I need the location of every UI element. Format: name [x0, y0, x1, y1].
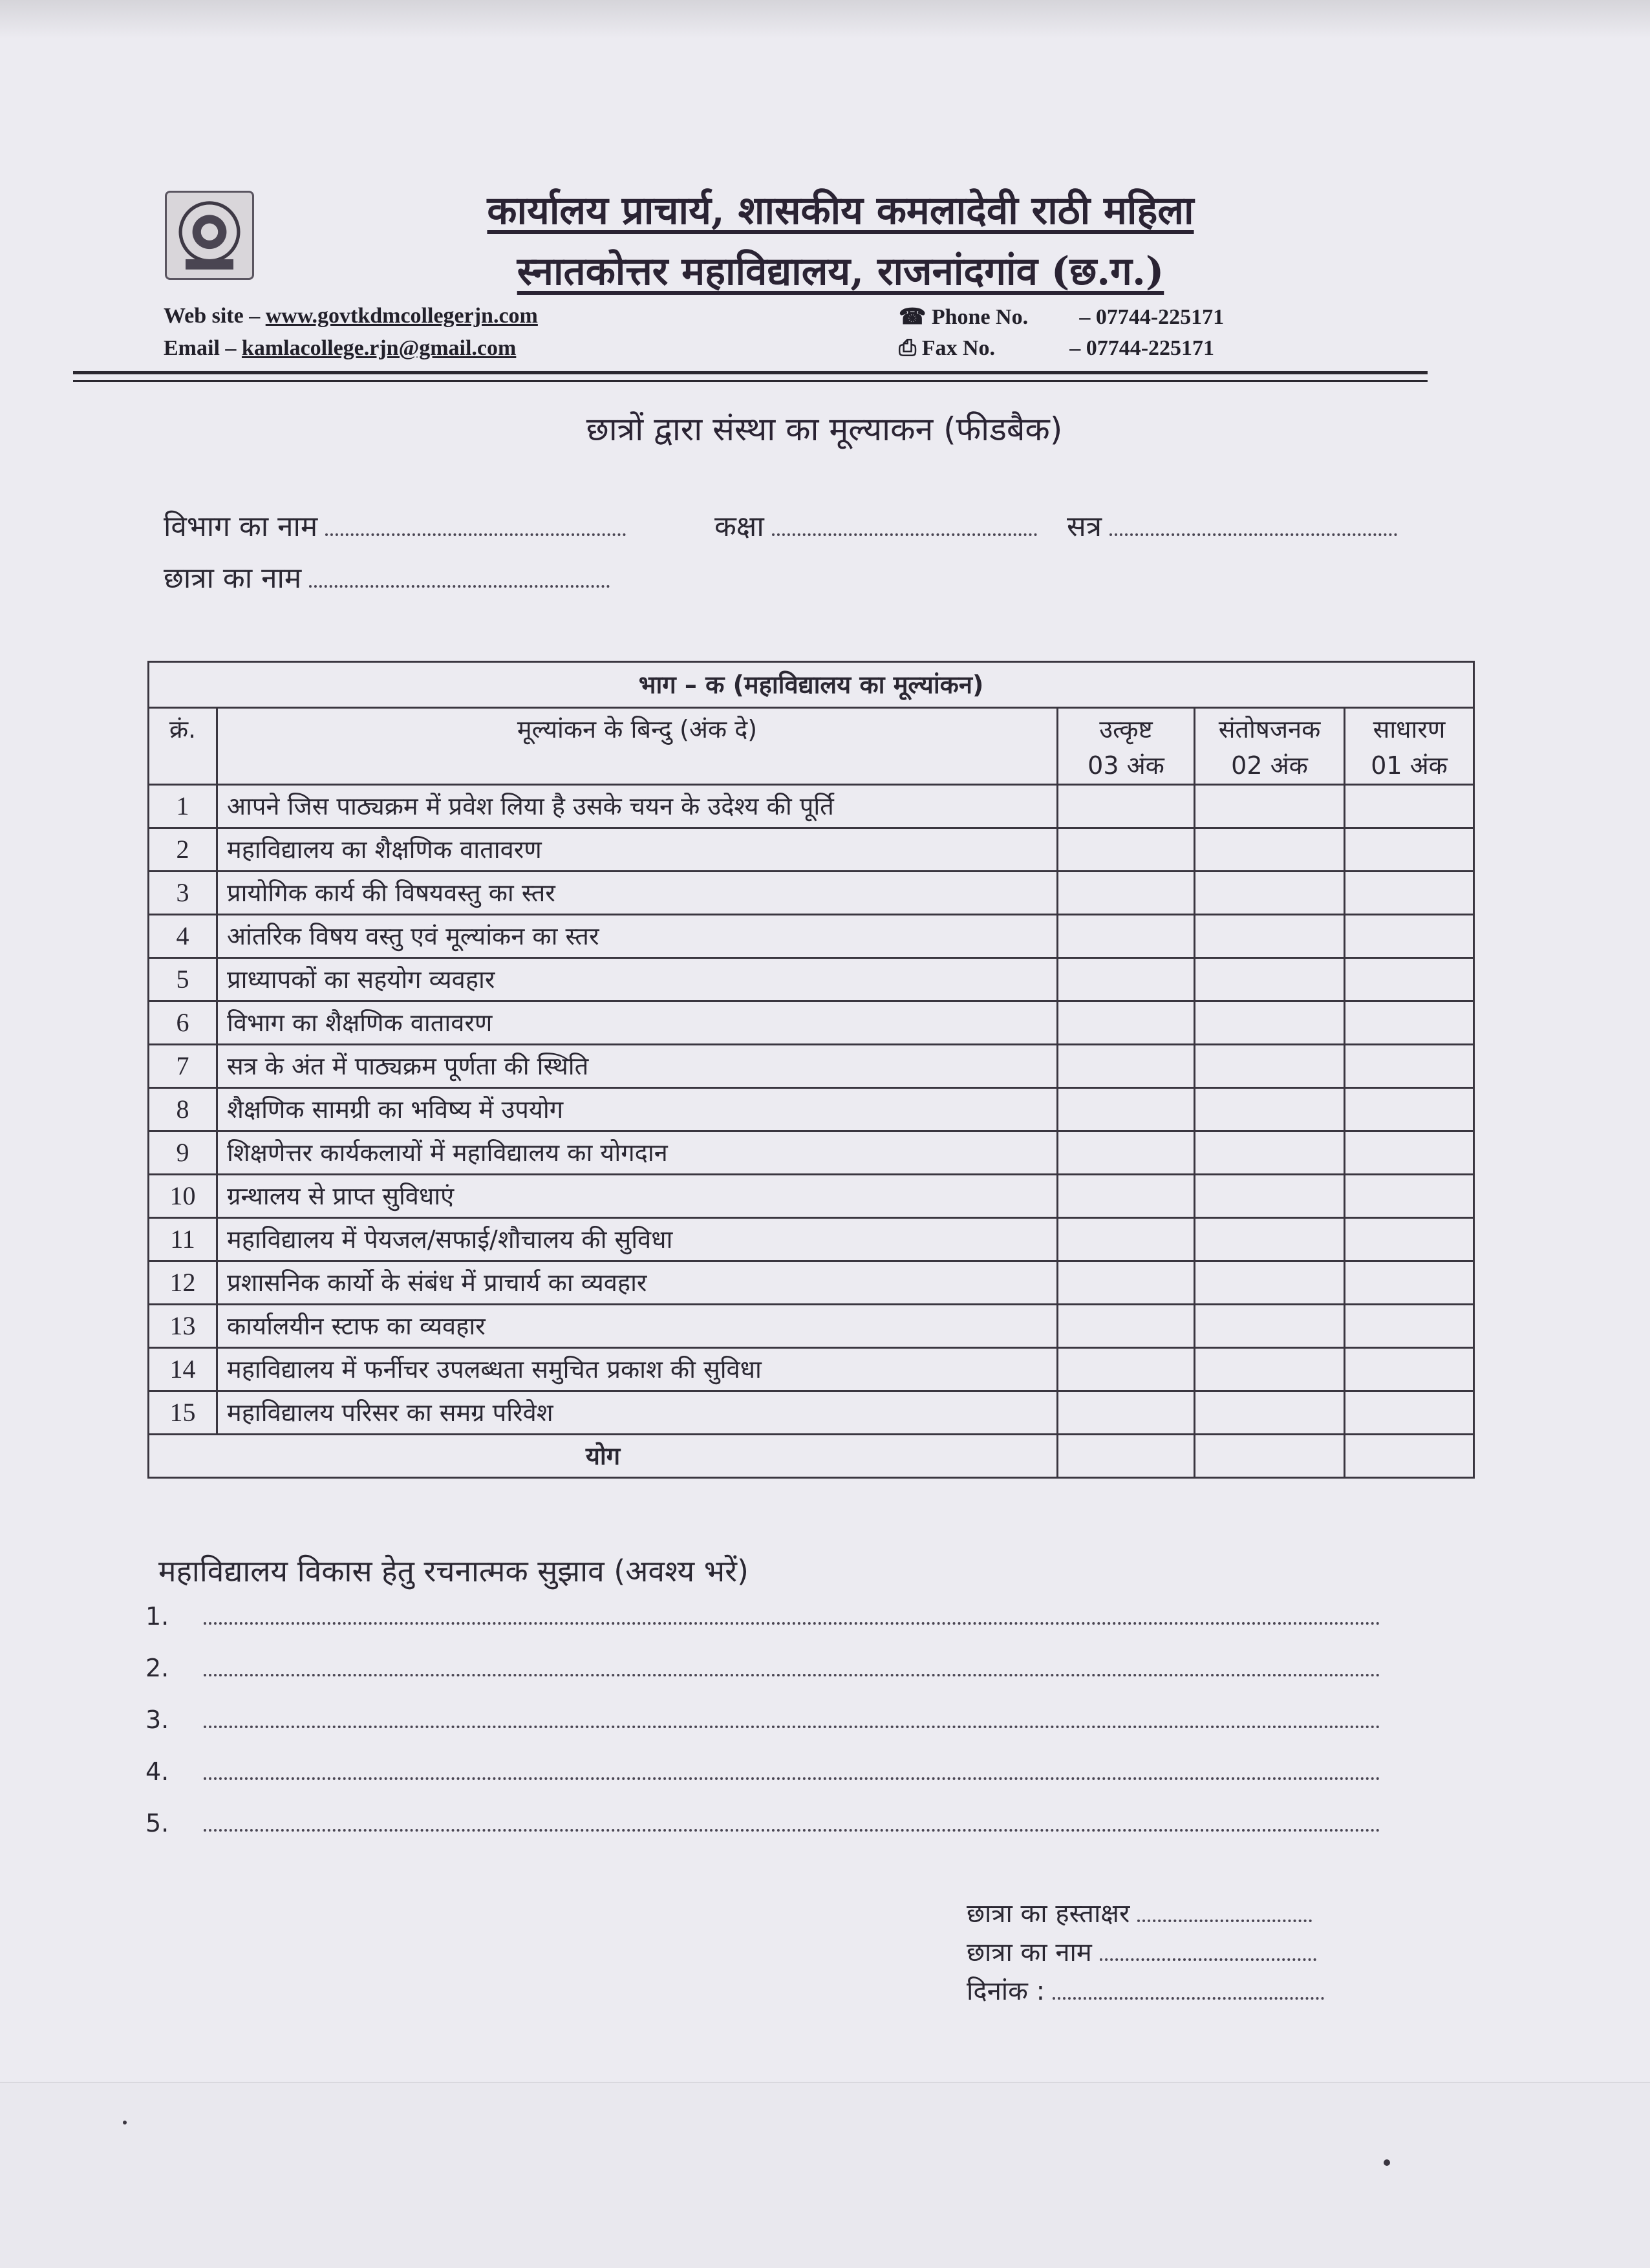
- table-row: 5 प्राध्यापकों का सहयोग व्यवहार: [149, 958, 1474, 1001]
- rating-cell-excellent[interactable]: [1058, 1131, 1195, 1175]
- col-header-point: मूल्यांकन के बिन्दु (अंक दे): [217, 708, 1058, 785]
- scan-shadow: [0, 0, 1650, 39]
- total-cell-excellent[interactable]: [1058, 1435, 1195, 1478]
- rating-cell-excellent[interactable]: [1058, 1218, 1195, 1261]
- total-cell-ordinary[interactable]: [1345, 1435, 1474, 1478]
- signed-name-label: छात्रा का नाम: [967, 1938, 1092, 1967]
- rating-cell-excellent[interactable]: [1058, 828, 1195, 872]
- total-label: योग: [149, 1435, 1058, 1478]
- suggestion-input-line[interactable]: [204, 1609, 1380, 1625]
- rating-cell-excellent[interactable]: [1058, 872, 1195, 915]
- col-header-excellent: उत्कृष्ट 03 अंक: [1058, 708, 1195, 785]
- website-row: [164, 304, 538, 328]
- rating-cell-satisfactory[interactable]: [1195, 1348, 1345, 1391]
- table-row: 8 शैक्षणिक सामग्री का भविष्य में उपयोग: [149, 1088, 1474, 1131]
- header-rule-thick: [73, 371, 1428, 374]
- suggestion-line: 3.: [145, 1706, 1387, 1734]
- signature-field: [967, 1894, 1312, 1930]
- rating-cell-excellent[interactable]: [1058, 1391, 1195, 1435]
- signature-input-line[interactable]: [1137, 1905, 1312, 1922]
- rating-cell-ordinary[interactable]: [1345, 872, 1474, 915]
- rating-cell-excellent[interactable]: [1058, 1261, 1195, 1305]
- website-link[interactable]: www.govtkdmcollegerjn.com: [265, 304, 538, 328]
- rating-cell-satisfactory[interactable]: [1195, 1045, 1345, 1088]
- rating-cell-satisfactory[interactable]: [1195, 828, 1345, 872]
- phone-label: Phone No.: [931, 305, 1029, 329]
- dept-input-line[interactable]: [325, 519, 626, 536]
- rating-cell-satisfactory[interactable]: [1195, 1305, 1345, 1348]
- rating-cell-satisfactory[interactable]: [1195, 958, 1345, 1001]
- office-title-line-1: कार्यालय प्राचार्य, शासकीय कमलादेवी राठी महिला: [487, 188, 1194, 233]
- table-caption: भाग – क (महाविद्यालय का मूल्यांकन): [149, 662, 1474, 708]
- suggestion-line: 2.: [145, 1654, 1387, 1682]
- session-label: सत्र: [1067, 510, 1102, 543]
- rating-cell-excellent[interactable]: [1058, 958, 1195, 1001]
- fax-label: Fax No.: [921, 336, 996, 360]
- rating-cell-ordinary[interactable]: [1345, 1001, 1474, 1045]
- scan-speck: [1384, 2159, 1390, 2166]
- email-row: [164, 336, 516, 361]
- suggestion-line: 5.: [145, 1809, 1387, 1837]
- email-link[interactable]: kamlacollege.rjn@gmail.com: [241, 336, 517, 360]
- dept-field: [164, 506, 626, 544]
- rating-cell-ordinary[interactable]: [1345, 1305, 1474, 1348]
- rating-cell-satisfactory[interactable]: [1195, 1001, 1345, 1045]
- table-row: 4 आंतरिक विषय वस्तु एवं मूल्यांकन का स्तर: [149, 915, 1474, 958]
- signed-name-field: [967, 1933, 1316, 1969]
- table-row: 12 प्रशासनिक कार्यो के संबंध में प्राचार्य का व्यवहार: [149, 1261, 1474, 1305]
- rating-cell-satisfactory[interactable]: [1195, 915, 1345, 958]
- signed-name-input-line[interactable]: [1100, 1944, 1316, 1961]
- rating-cell-ordinary[interactable]: [1345, 1348, 1474, 1391]
- rating-cell-excellent[interactable]: [1058, 1305, 1195, 1348]
- rating-cell-ordinary[interactable]: [1345, 1045, 1474, 1088]
- suggestion-line: 1.: [145, 1602, 1387, 1631]
- evaluation-table: [147, 661, 1475, 1479]
- table-row: 11 महाविद्यालय में पेयजल/सफाई/शौचालय की सुविधा: [149, 1218, 1474, 1261]
- rating-cell-ordinary[interactable]: [1345, 915, 1474, 958]
- rating-cell-excellent[interactable]: [1058, 1088, 1195, 1131]
- rating-cell-excellent[interactable]: [1058, 1001, 1195, 1045]
- office-title-line-2: स्नातकोत्तर महाविद्यालय, राजनांदगांव (छ.ग.): [517, 249, 1164, 294]
- class-label: कक्षा: [714, 510, 764, 543]
- header-rule-thin: [73, 380, 1428, 382]
- suggestion-input-line[interactable]: [204, 1816, 1380, 1832]
- rating-cell-satisfactory[interactable]: [1195, 785, 1345, 828]
- rating-cell-satisfactory[interactable]: [1195, 1218, 1345, 1261]
- fax-icon: ⎙: [899, 336, 917, 360]
- table-row: 14 महाविद्यालय में फर्नीचर उपलब्धता समुचित प्रकाश की सुविधा: [149, 1348, 1474, 1391]
- suggestions-title: महाविद्यालय विकास हेतु रचनात्मक सुझाव (अवश्य भरें): [158, 1554, 749, 1589]
- total-row: [149, 1435, 1474, 1478]
- rating-cell-excellent[interactable]: [1058, 1175, 1195, 1218]
- table-row: 9 शिक्षणेत्तर कार्यकलायों में महाविद्यालय का योगदान: [149, 1131, 1474, 1175]
- rating-cell-satisfactory[interactable]: [1195, 1088, 1345, 1131]
- table-row: 10 ग्रन्थालय से प्राप्त सुविधाएं: [149, 1175, 1474, 1218]
- rating-cell-satisfactory[interactable]: [1195, 1391, 1345, 1435]
- rating-cell-excellent[interactable]: [1058, 915, 1195, 958]
- date-field: [967, 1972, 1324, 2007]
- rating-cell-ordinary[interactable]: [1345, 828, 1474, 872]
- table-row: 6 विभाग का शैक्षणिक वातावरण: [149, 1001, 1474, 1045]
- rating-cell-ordinary[interactable]: [1345, 1131, 1474, 1175]
- table-row: 1 आपने जिस पाठ्यक्रम में प्रवेश लिया है उसके चयन के उदेश्य की पूर्ति: [149, 785, 1474, 828]
- rating-cell-excellent[interactable]: [1058, 1348, 1195, 1391]
- session-input-line[interactable]: [1109, 519, 1397, 536]
- class-field: [714, 506, 1037, 544]
- rating-cell-satisfactory[interactable]: [1195, 1261, 1345, 1305]
- session-field: [1067, 506, 1397, 544]
- suggestion-input-line[interactable]: [204, 1764, 1380, 1780]
- table-row: 7 सत्र के अंत में पाठ्यक्रम पूर्णता की स्थिति: [149, 1045, 1474, 1088]
- student-name-field: [164, 557, 610, 596]
- rating-cell-satisfactory[interactable]: [1195, 1175, 1345, 1218]
- rating-cell-excellent[interactable]: [1058, 785, 1195, 828]
- phone-icon: ☎: [899, 305, 927, 329]
- col-header-ordinary: साधारण 01 अंक: [1345, 708, 1474, 785]
- rating-cell-satisfactory[interactable]: [1195, 872, 1345, 915]
- table-row: 13 कार्यालयीन स्टाफ का व्यवहार: [149, 1305, 1474, 1348]
- rating-cell-ordinary[interactable]: [1345, 1391, 1474, 1435]
- student-name-label: छात्रा का नाम: [164, 562, 302, 595]
- phone-row: [899, 304, 1224, 330]
- class-input-line[interactable]: [772, 519, 1037, 536]
- fax-number: – 07744-225171: [1069, 336, 1215, 360]
- website-label: Web site –: [164, 304, 261, 328]
- rating-cell-ordinary[interactable]: [1345, 785, 1474, 828]
- rating-cell-ordinary[interactable]: [1345, 1218, 1474, 1261]
- date-input-line[interactable]: [1053, 1983, 1324, 2000]
- total-cell-satisfactory[interactable]: [1195, 1435, 1345, 1478]
- rating-cell-ordinary[interactable]: [1345, 1088, 1474, 1131]
- rating-cell-satisfactory[interactable]: [1195, 1131, 1345, 1175]
- date-label: दिनांक :: [967, 1976, 1045, 2006]
- email-label: Email –: [164, 336, 237, 360]
- table-row: 15 महाविद्यालय परिसर का समग्र परिवेश: [149, 1391, 1474, 1435]
- fax-row: [899, 336, 1214, 361]
- student-name-input-line[interactable]: [309, 571, 610, 588]
- suggestion-input-line[interactable]: [204, 1661, 1380, 1676]
- rating-cell-excellent[interactable]: [1058, 1045, 1195, 1088]
- col-header-no: क्रं.: [149, 708, 217, 785]
- phone-number: – 07744-225171: [1079, 305, 1225, 329]
- rating-cell-ordinary[interactable]: [1345, 958, 1474, 1001]
- suggestion-input-line[interactable]: [204, 1713, 1380, 1728]
- form-title: छात्रों द्वारा संस्था का मूल्याकन (फीडबैक): [586, 411, 1063, 448]
- dept-label: विभाग का नाम: [164, 510, 318, 543]
- col-header-satisfactory: संतोषजनक 02 अंक: [1195, 708, 1345, 785]
- scan-speck: [123, 2121, 127, 2124]
- table-row: 2 महाविद्यालय का शैक्षणिक वातावरण: [149, 828, 1474, 872]
- rating-cell-ordinary[interactable]: [1345, 1261, 1474, 1305]
- table-row: 3 प्रायोगिक कार्य की विषयवस्तु का स्तर: [149, 872, 1474, 915]
- rating-cell-ordinary[interactable]: [1345, 1175, 1474, 1218]
- signature-label: छात्रा का हस्ताक्षर: [967, 1899, 1130, 1929]
- suggestion-line: 4.: [145, 1757, 1387, 1786]
